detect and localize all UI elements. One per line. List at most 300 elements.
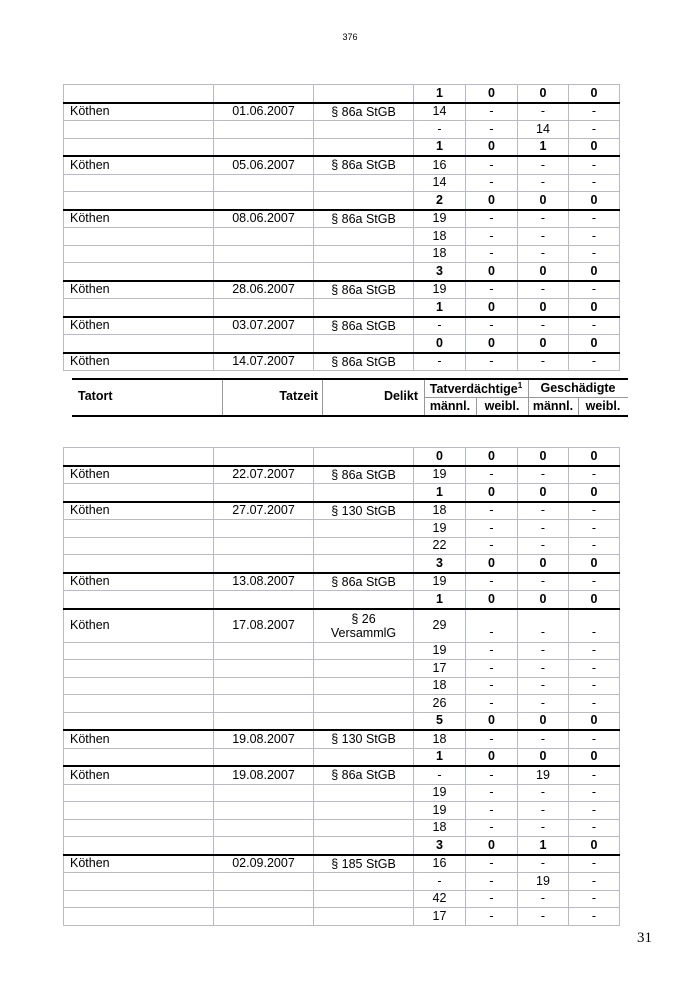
cell-tatort [64, 748, 214, 766]
table-row [64, 317, 620, 335]
cell-victims-female: - [569, 466, 620, 484]
cell-victims-female: - [569, 228, 620, 246]
cell-delikt [314, 335, 414, 353]
cell-victims-female: - [569, 819, 620, 837]
table-row [64, 819, 620, 837]
cell-victims-male: - [518, 695, 569, 713]
cell-suspects-female: - [466, 873, 518, 891]
cell-delikt [314, 448, 414, 466]
cell-victims-female: - [569, 784, 620, 802]
cell-suspects-male: 0 [414, 448, 466, 466]
cell-victims-male: - [518, 281, 569, 299]
cell-suspects-female: - [466, 660, 518, 678]
cell-tatort: Köthen [64, 855, 214, 873]
cell-victims-male: - [518, 466, 569, 484]
cell-tatzeit [214, 642, 314, 660]
cell-suspects-female: 0 [466, 192, 518, 210]
table-sum-row [64, 192, 620, 210]
cell-suspects-male: 3 [414, 263, 466, 281]
cell-tatort: Köthen [64, 103, 214, 121]
cell-tatzeit [214, 174, 314, 192]
cell-suspects-female: 0 [466, 448, 518, 466]
cell-victims-female: 0 [569, 85, 620, 103]
table-row [64, 537, 620, 555]
cell-tatort [64, 784, 214, 802]
cell-victims-male: - [518, 502, 569, 520]
cell-suspects-female: 0 [466, 484, 518, 502]
cell-victims-male: - [518, 677, 569, 695]
header-divider [222, 380, 223, 415]
cell-delikt [314, 784, 414, 802]
incident-table-bottom [63, 447, 620, 926]
cell-victims-male: - [518, 855, 569, 873]
cell-tatort [64, 138, 214, 156]
cell-tatzeit: 08.06.2007 [214, 210, 314, 228]
cell-suspects-male: 22 [414, 537, 466, 555]
table-row [64, 174, 620, 192]
cell-victims-female: - [569, 317, 620, 335]
cell-victims-male: - [518, 609, 569, 643]
cell-delikt [314, 712, 414, 730]
cell-victims-female: 0 [569, 591, 620, 609]
cell-tatzeit: 19.08.2007 [214, 766, 314, 784]
cell-suspects-female: - [466, 121, 518, 139]
cell-victims-female: - [569, 245, 620, 263]
cell-tatort: Köthen [64, 573, 214, 591]
cell-tatzeit [214, 695, 314, 713]
cell-tatzeit [214, 448, 314, 466]
cell-tatzeit [214, 748, 314, 766]
cell-tatzeit: 05.06.2007 [214, 156, 314, 174]
cell-delikt [314, 908, 414, 926]
header-tatzeit: Tatzeit [279, 389, 318, 403]
cell-victims-female: - [569, 174, 620, 192]
cell-victims-male: 0 [518, 448, 569, 466]
cell-tatzeit [214, 837, 314, 855]
cell-delikt [314, 677, 414, 695]
cell-victims-male: 0 [518, 484, 569, 502]
cell-delikt: § 86a StGB [314, 317, 414, 335]
cell-victims-female: 0 [569, 484, 620, 502]
cell-victims-female: - [569, 695, 620, 713]
cell-tatzeit: 17.08.2007 [214, 609, 314, 643]
cell-tatzeit [214, 890, 314, 908]
cell-victims-male: - [518, 730, 569, 748]
cell-tatzeit [214, 802, 314, 820]
cell-delikt: § 86a StGB [314, 156, 414, 174]
cell-suspects-male: 42 [414, 890, 466, 908]
table-row [64, 695, 620, 713]
table-row [64, 156, 620, 174]
cell-victims-female: - [569, 156, 620, 174]
cell-suspects-male: 18 [414, 502, 466, 520]
cell-delikt [314, 802, 414, 820]
cell-suspects-male: 3 [414, 555, 466, 573]
cell-victims-female: 0 [569, 192, 620, 210]
table-row [64, 245, 620, 263]
cell-victims-female: - [569, 103, 620, 121]
cell-tatort: Köthen [64, 210, 214, 228]
cell-suspects-male: - [414, 873, 466, 891]
cell-suspects-female: 0 [466, 837, 518, 855]
cell-tatzeit [214, 85, 314, 103]
cell-suspects-female: - [466, 353, 518, 371]
cell-delikt [314, 537, 414, 555]
cell-tatort [64, 555, 214, 573]
cell-victims-male: 14 [518, 121, 569, 139]
cell-suspects-male: - [414, 317, 466, 335]
cell-suspects-female: 0 [466, 138, 518, 156]
cell-suspects-male: 19 [414, 784, 466, 802]
cell-tatort [64, 712, 214, 730]
cell-victims-male: - [518, 890, 569, 908]
cell-victims-male: 0 [518, 192, 569, 210]
cell-victims-male: - [518, 537, 569, 555]
cell-victims-male: - [518, 520, 569, 538]
cell-tatort [64, 121, 214, 139]
cell-delikt: § 130 StGB [314, 502, 414, 520]
header-divider [322, 380, 323, 415]
table-sum-row [64, 138, 620, 156]
table-sum-row [64, 591, 620, 609]
cell-victims-female: - [569, 660, 620, 678]
cell-tatort [64, 890, 214, 908]
table-row [64, 520, 620, 538]
cell-victims-female: 0 [569, 837, 620, 855]
cell-victims-male: - [518, 819, 569, 837]
cell-suspects-male: 0 [414, 335, 466, 353]
cell-victims-female: - [569, 537, 620, 555]
cell-tatzeit [214, 555, 314, 573]
cell-suspects-female: - [466, 156, 518, 174]
cell-delikt: § 86a StGB [314, 573, 414, 591]
cell-suspects-male: 3 [414, 837, 466, 855]
cell-delikt [314, 837, 414, 855]
cell-victims-male: - [518, 156, 569, 174]
table-header [72, 378, 628, 417]
cell-victims-female: - [569, 502, 620, 520]
cell-tatzeit: 27.07.2007 [214, 502, 314, 520]
cell-tatort: Köthen [64, 609, 214, 643]
table-row [64, 103, 620, 121]
cell-tatort [64, 802, 214, 820]
cell-victims-male: - [518, 642, 569, 660]
cell-suspects-male: 18 [414, 677, 466, 695]
cell-tatort [64, 85, 214, 103]
cell-victims-male: - [518, 317, 569, 335]
cell-delikt: § 26 VersammlG [314, 609, 414, 643]
table-sum-row [64, 837, 620, 855]
cell-suspects-female: 0 [466, 299, 518, 317]
cell-tatort [64, 695, 214, 713]
cell-suspects-female: - [466, 502, 518, 520]
cell-suspects-female: - [466, 281, 518, 299]
cell-victims-female: - [569, 353, 620, 371]
table-row [64, 466, 620, 484]
header-divider [424, 397, 628, 398]
cell-victims-female: - [569, 766, 620, 784]
cell-suspects-male: - [414, 121, 466, 139]
cell-victims-male: 19 [518, 873, 569, 891]
cell-suspects-female: - [466, 174, 518, 192]
header-sub-female-victims: weibl. [585, 399, 621, 413]
cell-suspects-male: 18 [414, 245, 466, 263]
cell-delikt [314, 192, 414, 210]
header-sub-male-victims: männl. [532, 399, 574, 413]
cell-suspects-female: - [466, 766, 518, 784]
cell-suspects-male: 19 [414, 642, 466, 660]
page-number-top: 376 [342, 32, 358, 42]
cell-tatort [64, 819, 214, 837]
table-row [64, 766, 620, 784]
cell-suspects-male: 16 [414, 156, 466, 174]
cell-delikt: § 185 StGB [314, 855, 414, 873]
cell-victims-female: 0 [569, 448, 620, 466]
cell-tatzeit [214, 591, 314, 609]
cell-tatort [64, 484, 214, 502]
cell-delikt [314, 263, 414, 281]
table-sum-row [64, 335, 620, 353]
cell-delikt [314, 228, 414, 246]
cell-suspects-female: - [466, 210, 518, 228]
cell-delikt: § 130 StGB [314, 730, 414, 748]
cell-delikt [314, 873, 414, 891]
cell-tatort [64, 245, 214, 263]
cell-suspects-female: - [466, 730, 518, 748]
cell-victims-male: 1 [518, 837, 569, 855]
cell-suspects-male: 19 [414, 520, 466, 538]
cell-suspects-female: - [466, 802, 518, 820]
cell-victims-female: - [569, 802, 620, 820]
cell-suspects-female: 0 [466, 591, 518, 609]
cell-delikt: § 86a StGB [314, 466, 414, 484]
cell-tatort: Köthen [64, 502, 214, 520]
cell-tatzeit [214, 121, 314, 139]
table-row [64, 609, 620, 643]
cell-tatzeit: 01.06.2007 [214, 103, 314, 121]
cell-suspects-female: - [466, 520, 518, 538]
cell-victims-female: - [569, 121, 620, 139]
table-sum-row [64, 484, 620, 502]
cell-tatzeit [214, 712, 314, 730]
cell-victims-male: - [518, 908, 569, 926]
cell-suspects-male: 14 [414, 103, 466, 121]
cell-suspects-male: 17 [414, 660, 466, 678]
cell-suspects-female: 0 [466, 748, 518, 766]
cell-victims-male: 0 [518, 748, 569, 766]
table-row [64, 730, 620, 748]
cell-delikt: § 86a StGB [314, 210, 414, 228]
cell-suspects-male: 1 [414, 85, 466, 103]
cell-tatzeit: 19.08.2007 [214, 730, 314, 748]
cell-tatzeit [214, 484, 314, 502]
cell-tatzeit [214, 819, 314, 837]
cell-victims-female: - [569, 210, 620, 228]
cell-delikt [314, 642, 414, 660]
cell-suspects-male: 1 [414, 591, 466, 609]
cell-suspects-female: - [466, 819, 518, 837]
cell-tatort [64, 642, 214, 660]
cell-tatzeit [214, 138, 314, 156]
cell-victims-female: - [569, 855, 620, 873]
table-row [64, 677, 620, 695]
cell-tatzeit [214, 873, 314, 891]
cell-tatzeit: 02.09.2007 [214, 855, 314, 873]
cell-delikt [314, 520, 414, 538]
cell-delikt [314, 121, 414, 139]
cell-victims-male: 0 [518, 85, 569, 103]
cell-tatort [64, 537, 214, 555]
cell-tatort [64, 299, 214, 317]
table-sum-row [64, 299, 620, 317]
cell-tatzeit [214, 908, 314, 926]
cell-tatort [64, 660, 214, 678]
table-row [64, 802, 620, 820]
cell-suspects-female: 0 [466, 712, 518, 730]
table-row [64, 784, 620, 802]
cell-victims-female: - [569, 730, 620, 748]
table-sum-row [64, 263, 620, 281]
cell-suspects-male: - [414, 766, 466, 784]
cell-victims-male: 0 [518, 555, 569, 573]
cell-suspects-female: - [466, 855, 518, 873]
cell-victims-male: 19 [518, 766, 569, 784]
cell-delikt [314, 660, 414, 678]
cell-suspects-male: 1 [414, 484, 466, 502]
cell-suspects-female: - [466, 317, 518, 335]
cell-victims-female: - [569, 642, 620, 660]
cell-tatort [64, 908, 214, 926]
cell-suspects-male: 16 [414, 855, 466, 873]
cell-suspects-female: - [466, 573, 518, 591]
table-row [64, 228, 620, 246]
cell-suspects-male: 1 [414, 299, 466, 317]
table-row [64, 890, 620, 908]
table-sum-row [64, 748, 620, 766]
cell-victims-female: 0 [569, 138, 620, 156]
cell-tatzeit [214, 263, 314, 281]
cell-tatzeit: 28.06.2007 [214, 281, 314, 299]
cell-tatort [64, 677, 214, 695]
cell-suspects-female: - [466, 890, 518, 908]
table-sum-row [64, 712, 620, 730]
cell-tatort: Köthen [64, 156, 214, 174]
cell-suspects-female: - [466, 677, 518, 695]
header-group-suspects: Tatverdächtige$^1$ [429, 381, 523, 397]
cell-suspects-male: 14 [414, 174, 466, 192]
cell-tatzeit: 03.07.2007 [214, 317, 314, 335]
header-sub-female-suspects: weibl. [484, 399, 520, 413]
cell-suspects-female: - [466, 695, 518, 713]
table-row [64, 502, 620, 520]
cell-suspects-female: 0 [466, 85, 518, 103]
cell-victims-female: - [569, 609, 620, 643]
cell-suspects-female: - [466, 103, 518, 121]
cell-victims-female: 0 [569, 712, 620, 730]
header-group-victims: Geschädigte [540, 381, 616, 395]
cell-delikt [314, 819, 414, 837]
cell-delikt [314, 484, 414, 502]
cell-delikt [314, 555, 414, 573]
cell-tatzeit [214, 784, 314, 802]
cell-victims-female: - [569, 281, 620, 299]
table-row [64, 121, 620, 139]
cell-suspects-male: 18 [414, 819, 466, 837]
cell-victims-male: - [518, 174, 569, 192]
table-row [64, 660, 620, 678]
cell-victims-female: 0 [569, 263, 620, 281]
cell-suspects-female: - [466, 466, 518, 484]
cell-suspects-male: 19 [414, 466, 466, 484]
cell-suspects-female: 0 [466, 335, 518, 353]
cell-tatzeit [214, 537, 314, 555]
cell-tatort: Köthen [64, 317, 214, 335]
header-tatort: Tatort [78, 389, 113, 403]
cell-victims-male: 0 [518, 263, 569, 281]
table-sum-row [64, 448, 620, 466]
table-sum-row [64, 555, 620, 573]
cell-tatzeit [214, 677, 314, 695]
cell-victims-male: - [518, 573, 569, 591]
cell-suspects-male: 1 [414, 138, 466, 156]
cell-tatzeit [214, 335, 314, 353]
cell-victims-female: 0 [569, 299, 620, 317]
table-sum-row [64, 85, 620, 103]
cell-delikt [314, 245, 414, 263]
cell-delikt [314, 138, 414, 156]
cell-victims-male: 0 [518, 299, 569, 317]
cell-tatort [64, 335, 214, 353]
table-row [64, 281, 620, 299]
cell-tatort [64, 174, 214, 192]
cell-tatort [64, 837, 214, 855]
table-row [64, 573, 620, 591]
cell-suspects-male: 18 [414, 228, 466, 246]
cell-suspects-female: 0 [466, 263, 518, 281]
cell-delikt [314, 299, 414, 317]
cell-suspects-female: - [466, 537, 518, 555]
cell-delikt [314, 890, 414, 908]
cell-tatort [64, 873, 214, 891]
cell-suspects-male: 29 [414, 609, 466, 643]
cell-suspects-female: - [466, 908, 518, 926]
cell-tatzeit: 22.07.2007 [214, 466, 314, 484]
cell-delikt [314, 695, 414, 713]
header-sub-male-suspects: männl. [429, 399, 471, 413]
cell-victims-female: 0 [569, 335, 620, 353]
table-row [64, 642, 620, 660]
cell-tatort [64, 192, 214, 210]
cell-tatort [64, 263, 214, 281]
cell-suspects-female: - [466, 642, 518, 660]
page-number-bottom: 31 [637, 930, 652, 946]
cell-tatort [64, 520, 214, 538]
cell-tatort: Köthen [64, 281, 214, 299]
cell-victims-male: 0 [518, 591, 569, 609]
cell-tatzeit: 14.07.2007 [214, 353, 314, 371]
cell-tatzeit [214, 192, 314, 210]
cell-delikt: § 86a StGB [314, 353, 414, 371]
cell-suspects-male: 1 [414, 748, 466, 766]
table-row [64, 908, 620, 926]
cell-victims-female: - [569, 873, 620, 891]
cell-suspects-male: 26 [414, 695, 466, 713]
cell-suspects-male: 19 [414, 281, 466, 299]
cell-victims-male: 1 [518, 138, 569, 156]
cell-victims-male: 0 [518, 335, 569, 353]
cell-victims-female: - [569, 520, 620, 538]
incident-table-top [63, 84, 620, 371]
